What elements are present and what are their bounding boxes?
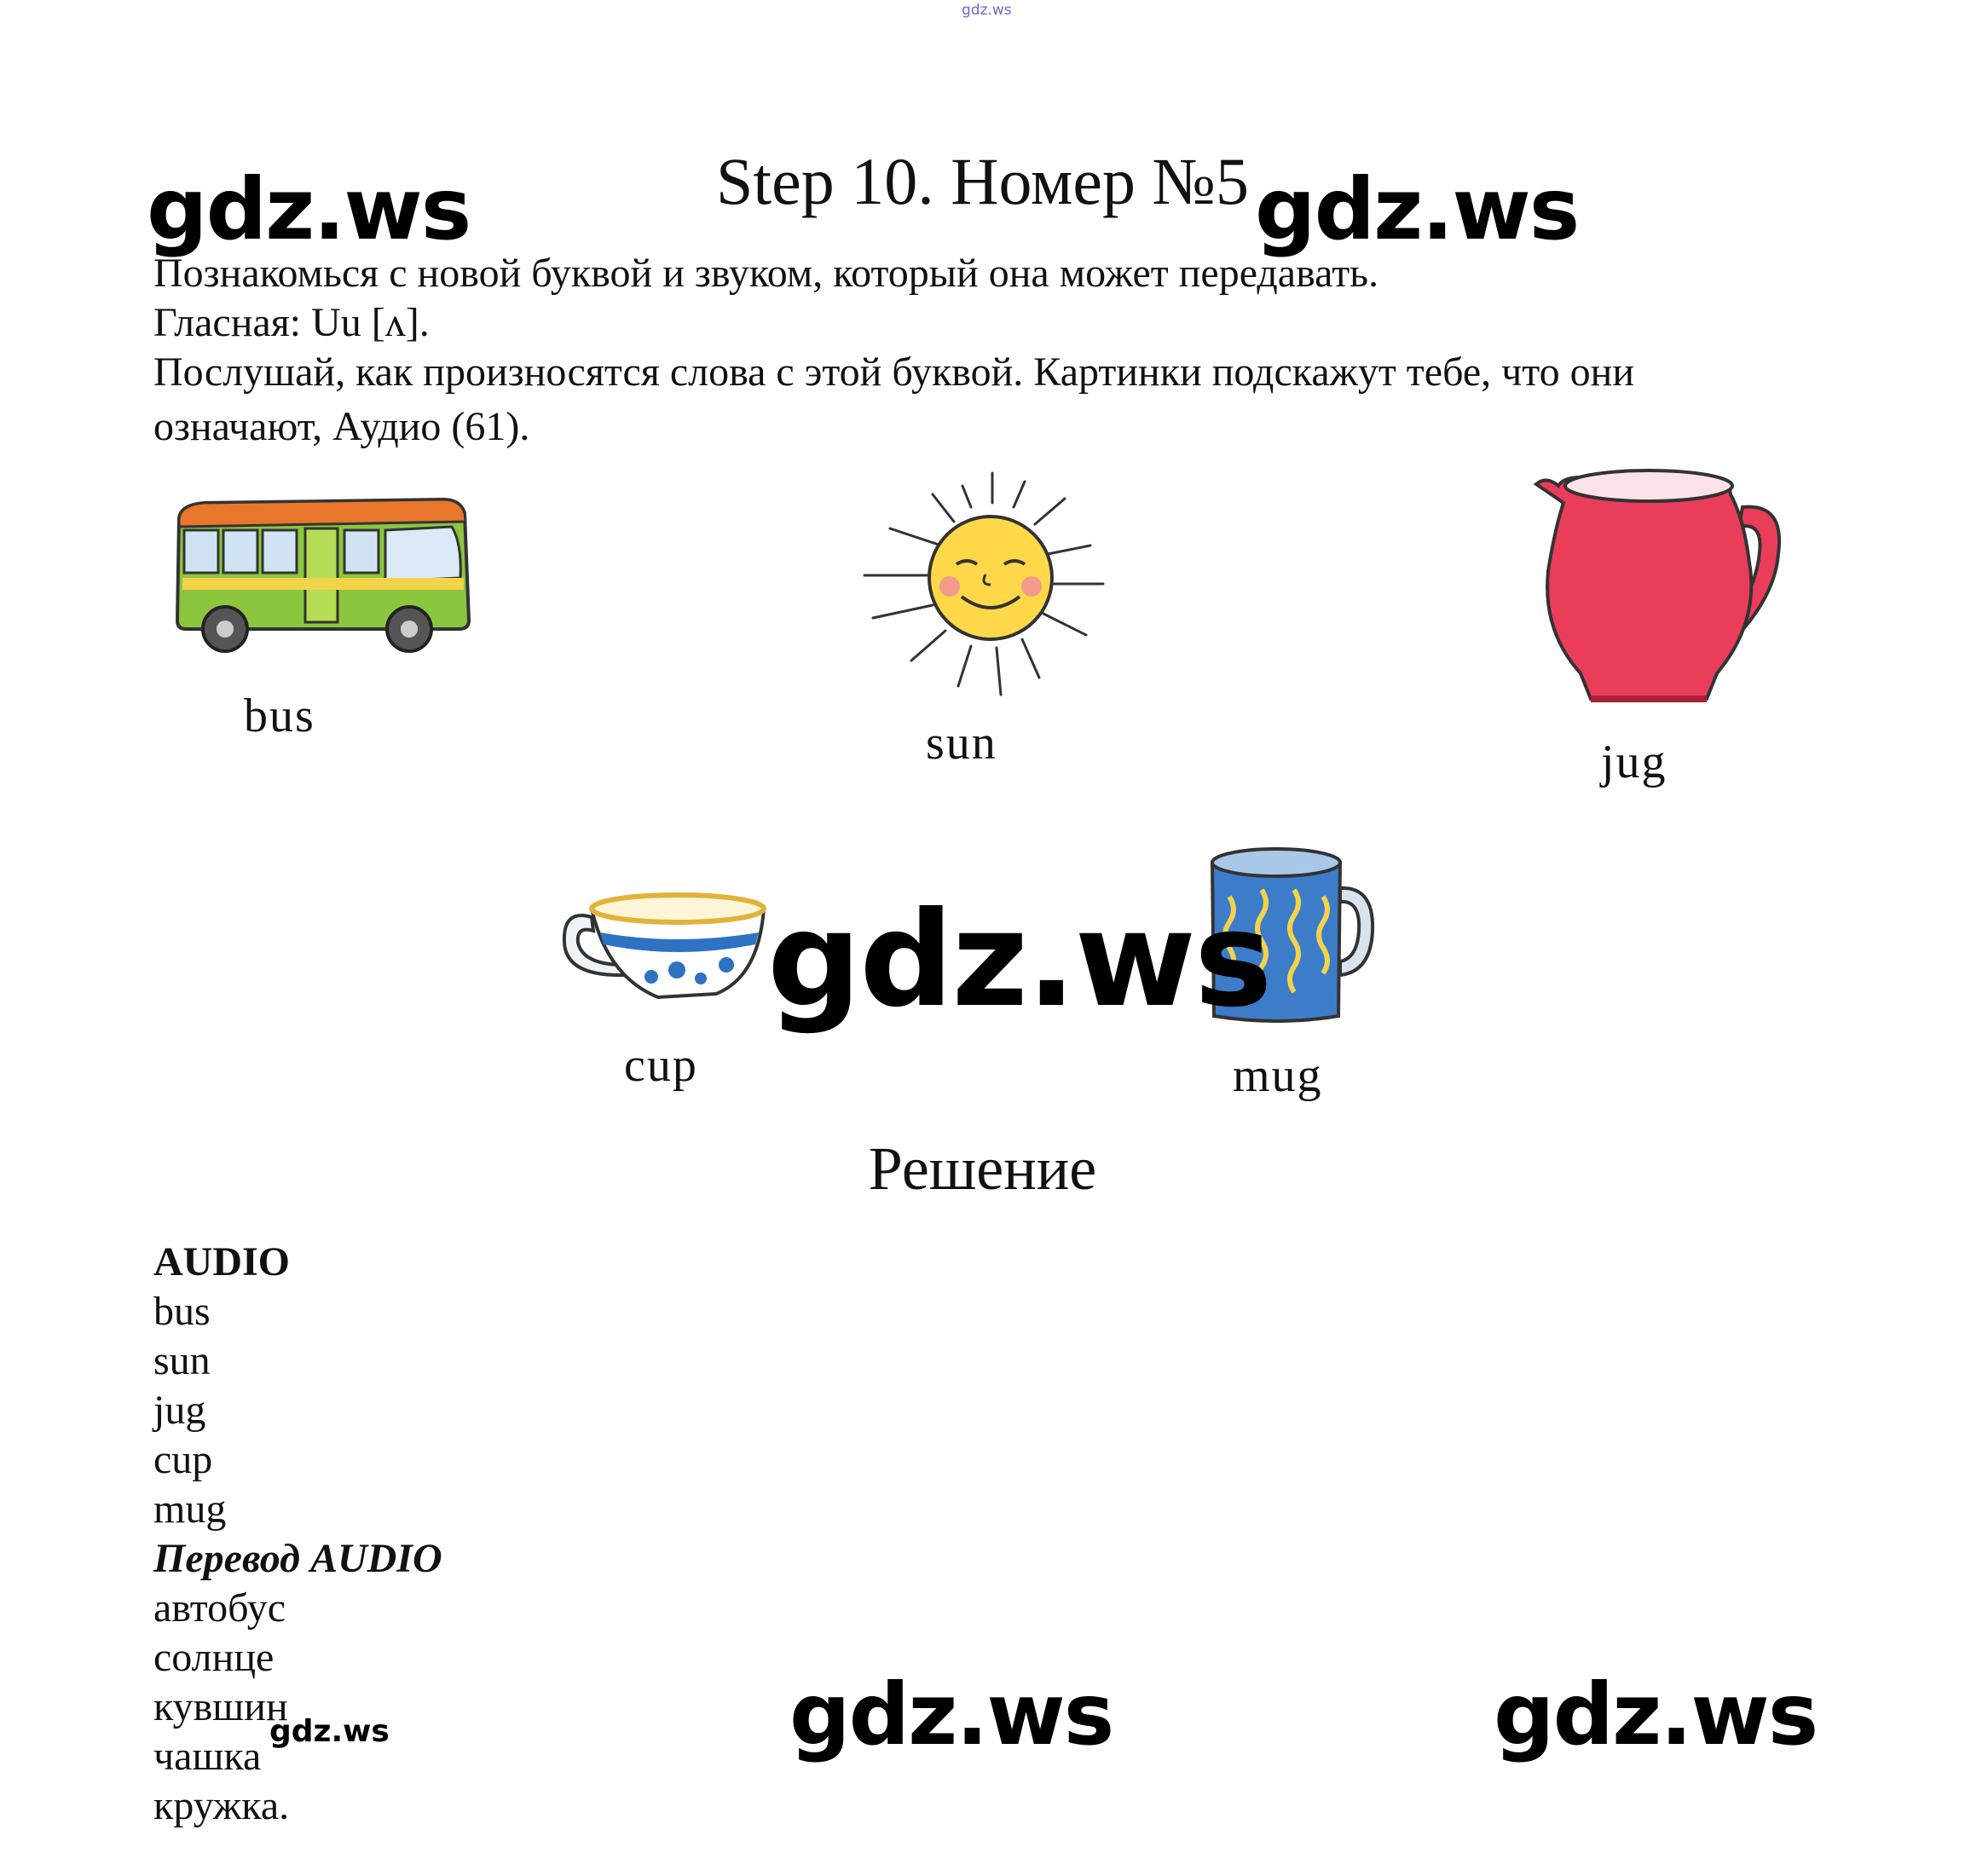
watermark: gdz.ws	[1494, 1665, 1818, 1764]
translation-word: кувшин	[153, 1684, 288, 1729]
translation-word: чашка	[153, 1734, 262, 1779]
translation-title: Перевод AUDIO	[153, 1536, 442, 1581]
audio-word: bus	[153, 1289, 211, 1334]
watermark-small-top: gdz.ws	[962, 2, 1012, 19]
intro-line-4: означают, Аудио (61).	[153, 404, 530, 449]
word-label-cup: cup	[624, 1039, 698, 1092]
audio-word: cup	[153, 1437, 213, 1482]
audio-word: sun	[153, 1338, 211, 1383]
word-label-jug: jug	[1601, 736, 1667, 788]
audio-word: jug	[153, 1388, 206, 1433]
solution-heading: Решение	[868, 1134, 1097, 1203]
word-label-sun: sun	[926, 717, 997, 770]
word-label-bus: bus	[244, 690, 315, 742]
watermark-small: gdz.ws	[269, 1714, 390, 1749]
jug-icon	[1529, 460, 1785, 716]
intro-line-3: Послушай, как произносятся слова с этой буквой. Картинки подскажут тебе, что они	[153, 349, 1635, 395]
audio-word: mug	[153, 1486, 227, 1532]
word-label-mug: mug	[1233, 1049, 1323, 1102]
audio-title: AUDIO	[153, 1239, 291, 1284]
watermark: gdz.ws	[767, 884, 1271, 1036]
translation-word: автобус	[153, 1585, 286, 1631]
translation-word: кружка.	[153, 1783, 290, 1828]
page-title: Step 10. Номер №5	[716, 144, 1249, 218]
intro-line-2: Гласная: Uu [ʌ].	[153, 300, 430, 345]
watermark: gdz.ws	[147, 159, 471, 259]
watermark: gdz.ws	[789, 1665, 1113, 1764]
sun-icon	[856, 469, 1129, 707]
translation-word: солнце	[153, 1635, 275, 1680]
watermark: gdz.ws	[1255, 159, 1579, 259]
cup-icon	[558, 883, 771, 1011]
bus-icon	[170, 493, 477, 663]
intro-line-1: Познакомься с новой буквой и звуком, который она может передавать.	[153, 251, 1379, 296]
